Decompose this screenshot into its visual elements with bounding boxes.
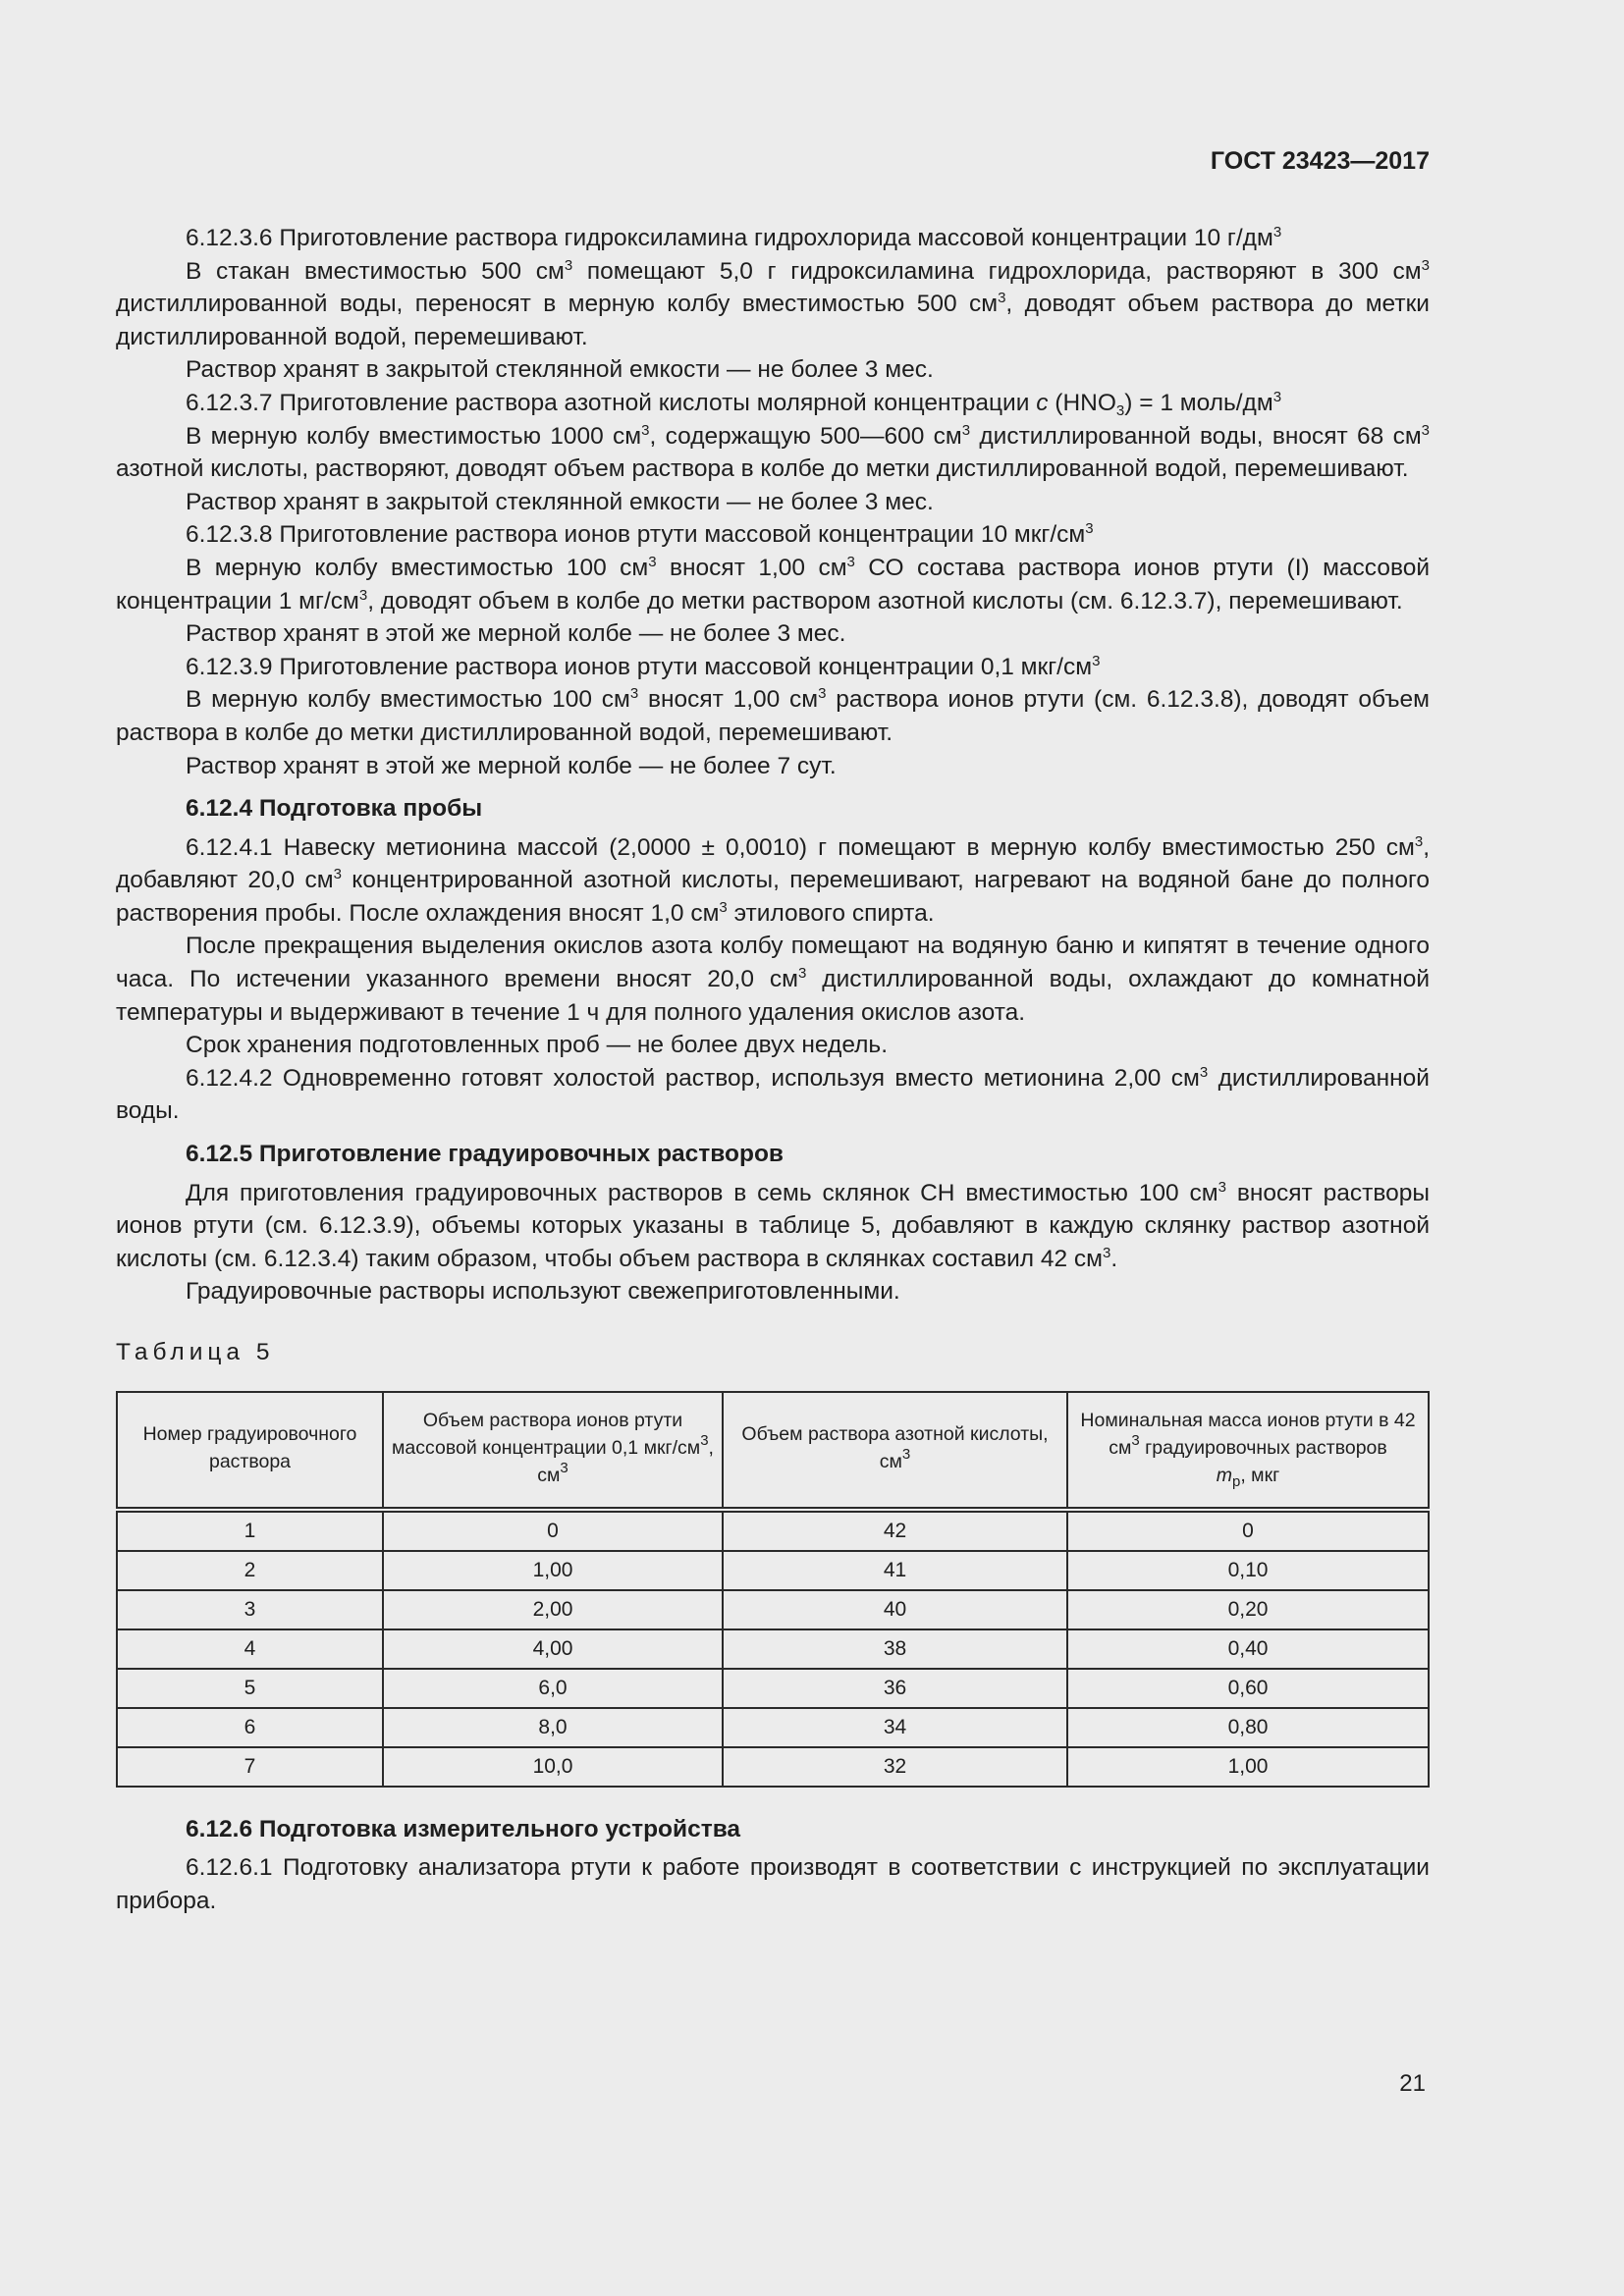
paragraph: Срок хранения подготовленных проб — не более двух недель. <box>186 1032 888 1059</box>
table-row <box>117 1669 1429 1708</box>
table-cell: 6 <box>117 1708 383 1747</box>
paragraph: Раствор хранят в закрытой стеклянной емкости — не более 3 мес. <box>186 488 934 515</box>
document-body <box>116 222 1430 1917</box>
table-cell: 32 <box>723 1747 1067 1787</box>
header-cell-number: Номер градуировочного раствора <box>117 1392 383 1510</box>
section-6-12-6 <box>116 1813 1430 1918</box>
table-cell: 34 <box>723 1708 1067 1747</box>
table-cell: 36 <box>723 1669 1067 1708</box>
header-cell-acid-volume: Объем раствора азотной кислоты, $см^3$ <box>723 1392 1067 1510</box>
table-cell: 7 <box>117 1747 383 1787</box>
paragraph: В мерную колбу вместимостью 100 $см^3$ вносят 1,00 $см^3$ СО состава раствора ионов ртути (I) массовой концентрации 1 $мг/см^3$, доводят объем в колбе до метки раствором азотной кислоты (см. 6.12.3.7), перемешивают. <box>116 553 1431 614</box>
paragraph: В мерную колбу вместимостью 100 $см^3$ вносят 1,00 $см^3$ раствора ионов ртути (см. 6.12.3.8), доводят объем раствора в колбе до метки дистиллированной водой, перемешивают. <box>116 685 1430 746</box>
table-row <box>117 1629 1429 1669</box>
table-caption: Таблица 5 <box>116 1339 275 1365</box>
table-row <box>117 1747 1429 1787</box>
paragraph: В мерную колбу вместимостью 1000 $см^3$, содержащую 500—600 $см^3$ дистиллированной воды, вносят 68 $см^3$ азотной кислоты, растворяют, доводят объем раствора в колбе до метки дистиллированной водой, перемешивают. <box>116 421 1431 483</box>
table-cell: 41 <box>723 1551 1067 1590</box>
paragraph-6-12-4-1: 6.12.4.1 Навеску метионина массой (2,0000 ± 0,0010) г помещают в мерную колбу вместимостью 250 $см^3$, добавляют 20,0 $см^3$ концентрированной азотной кислоты, перемешивают, нагревают на водяной бане до полного растворения пробы. После охлаждения вносят 1,0 $см^3$ этилового спирта. <box>116 832 1430 927</box>
document-header: ГОСТ 23423—2017 <box>1210 147 1430 175</box>
table-cell: 0,40 <box>1067 1629 1429 1669</box>
table-cell: 0,20 <box>1067 1590 1429 1629</box>
table-cell: 0 <box>383 1510 723 1551</box>
paragraph-6-12-3-6: 6.12.3.6 Приготовление раствора гидроксиламина гидрохлорида массовой концентрации 10 $г/дм^3$ <box>186 224 1282 251</box>
table-cell: 6,0 <box>383 1669 723 1708</box>
table-header-row <box>117 1392 1429 1510</box>
table-cell: 3 <box>117 1590 383 1629</box>
table-cell: 38 <box>723 1629 1067 1669</box>
paragraph: После прекращения выделения окислов азота колбу помещают на водяную баню и кипятят в течение одного часа. По истечении указанного времени вносят 20,0 $см^3$ дистиллированной воды, охлаждают до комнатной температуры и выдерживают в течение 1 ч для полного удаления окислов азота. <box>116 933 1431 1026</box>
paragraph-6-12-6-1: 6.12.6.1 Подготовку анализатора ртути к работе производят в соответствии с инструкцией по эксплуатации прибора. <box>116 1854 1430 1914</box>
table-cell: 1 <box>117 1510 383 1551</box>
table-cell: 8,0 <box>383 1708 723 1747</box>
header-cell-mercury-volume: Объем раствора ионов ртути массовой концентрации 0,1 мкг/$см^3$, $см^3$ <box>383 1392 723 1510</box>
page-number: 21 <box>1399 2070 1426 2097</box>
paragraph-6-12-3-7: 6.12.3.7 Приготовление раствора азотной кислоты молярной концентрации c $(HNO_3) = 1$ моль/$дм^3$ <box>186 388 1282 419</box>
table-5 <box>116 1391 1430 1788</box>
table-row <box>117 1590 1429 1629</box>
table-cell: 10,0 <box>383 1747 723 1787</box>
table-cell: 0,10 <box>1067 1551 1429 1590</box>
table-row <box>117 1551 1429 1590</box>
paragraph: Раствор хранят в закрытой стеклянной емкости — не более 3 мес. <box>186 356 934 384</box>
paragraph-6-12-3-9: 6.12.3.9 Приготовление раствора ионов ртути массовой концентрации 0,1 мкг/$см^3$ <box>186 652 1101 680</box>
table-cell: 4 <box>117 1629 383 1669</box>
section-heading-6-12-6: 6.12.6 Подготовка измерительного устройства <box>186 1815 741 1842</box>
header-cell-nominal-mass: Номинальная масса ионов ртути в 42 $см^3$ градуировочных растворов $m_р$, мкг <box>1067 1392 1429 1510</box>
table-cell: 0 <box>1067 1510 1429 1551</box>
table-cell: 2,00 <box>383 1590 723 1629</box>
paragraph: Раствор хранят в этой же мерной колбе — не более 3 мес. <box>186 620 846 648</box>
table-row <box>117 1708 1429 1747</box>
section-heading-6-12-5: 6.12.5 Приготовление градуировочных растворов <box>186 1141 784 1168</box>
table-cell: 4,00 <box>383 1629 723 1669</box>
paragraph: Градуировочные растворы используют свежеприготовленными. <box>186 1278 900 1306</box>
table-cell: 1,00 <box>1067 1747 1429 1787</box>
table-cell: 0,60 <box>1067 1669 1429 1708</box>
paragraph-6-12-3-8: 6.12.3.8 Приготовление раствора ионов ртути массовой концентрации 10 мкг/$см^3$ <box>186 520 1094 549</box>
table-cell: 40 <box>723 1590 1067 1629</box>
table-cell: 42 <box>723 1510 1067 1551</box>
table-cell: 2 <box>117 1551 383 1590</box>
paragraph-6-12-4-2: 6.12.4.2 Одновременно готовят холостой раствор, используя вместо метионина 2,00 $см^3$ дистиллированной воды. <box>116 1063 1430 1125</box>
table-cell: 5 <box>117 1669 383 1708</box>
section-heading-6-12-4: 6.12.4 Подготовка пробы <box>186 795 483 823</box>
table-cell: 1,00 <box>383 1551 723 1590</box>
table-row <box>117 1510 1429 1551</box>
table-cell: 0,80 <box>1067 1708 1429 1747</box>
paragraph: В стакан вместимостью 500 $см^3$ помещают 5,0 г гидроксиламина гидрохлорида, растворяют в 300 $см^3$ дистиллированной воды, переносят в мерную колбу вместимостью 500 $см^3$, доводят объем раствора до метки дистиллированной водой, перемешивают. <box>116 256 1430 350</box>
paragraph: Раствор хранят в этой же мерной колбе — не более 7 сут. <box>186 752 837 779</box>
paragraph: Для приготовления градуировочных растворов в семь склянок СН вместимостью 100 $см^3$ вносят растворы ионов ртути (см. 6.12.3.9), объемы которых указаны в таблице 5, добавляют в каждую склянку раствор азотной кислоты (см. 6.12.3.4) таким образом, чтобы объем раствора в склянках составил 42 $см^3$. <box>116 1178 1430 1272</box>
